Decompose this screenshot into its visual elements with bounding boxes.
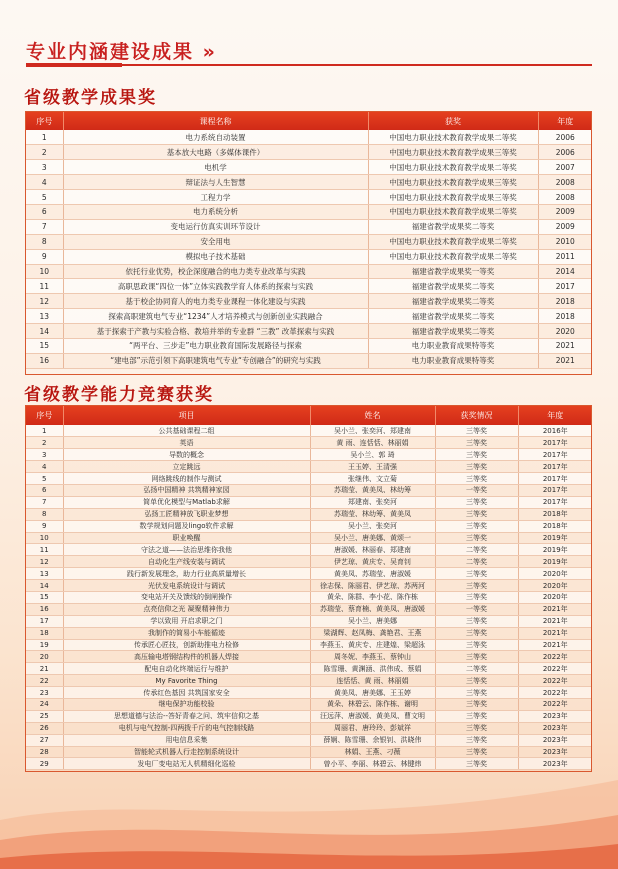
cell-result: 二等奖 [435,556,518,568]
cell-result: 三等奖 [435,675,518,687]
cell-year: 2017 [538,279,592,294]
cell-year: 2021年 [518,615,592,627]
cell-year: 2021 [538,353,592,368]
cell-index: 17 [26,615,63,627]
cell-index: 20 [26,651,63,663]
table-row [26,710,592,722]
cell-index: 11 [26,279,63,294]
cell-names: 唐淑媛、林丽春、郑建南 [310,544,435,556]
table-row [26,473,592,485]
cell-year: 2019年 [518,532,592,544]
col-header-award: 获奖 [368,112,538,130]
cell-index: 14 [26,324,63,339]
cell-result: 三等奖 [435,710,518,722]
table-row [26,508,592,520]
cell-year: 2020年 [518,591,592,603]
cell-index: 11 [26,544,63,556]
cell-year: 2020 [538,324,592,339]
page-title: 专业内涵建设成果 » [26,41,217,63]
cell-result: 三等奖 [435,615,518,627]
cell-award: 中国电力职业技术教育教学成果三等奖 [368,175,538,190]
cell-index: 5 [26,190,63,205]
col-header-year: 年度 [538,112,592,130]
table-row [26,190,592,205]
cell-names: 吴小兰、唐美娜 [310,615,435,627]
cell-year: 2023年 [518,710,592,722]
col-header-index: 序号 [26,112,63,130]
cell-names: 梁湖辉、赵凤梅、龚艳君、王燕 [310,627,435,639]
cell-year: 2007 [538,160,592,175]
cell-year: 2010 [538,234,592,249]
cell-index: 12 [26,556,63,568]
cell-year: 2021年 [518,627,592,639]
cell-result: 三等奖 [435,734,518,746]
cell-names: 陈雪珊、黄渊涵、洪伟成、蔡娟 [310,663,435,675]
cell-course: 基于探索于产教与实验合格、教培并举的专业群 “三教” 改革探索与实践 [63,324,368,339]
cell-course: 模拟电子技术基础 [63,249,368,264]
cell-names: 苏瑞莹、蔡育楠、黄美凤、唐淑媛 [310,603,435,615]
cell-result: 三等奖 [435,591,518,603]
cell-year: 2022年 [518,687,592,699]
cell-year: 2021年 [518,603,592,615]
cell-project: 我制作的简易小车能循迹 [63,627,310,639]
cell-names: 徐志保、陈丽君、伊艺琼、苏两河 [310,580,435,592]
cell-result: 三等奖 [435,520,518,532]
table-header-row [26,112,592,130]
table-row [26,687,592,699]
cell-year: 2017年 [518,496,592,508]
cell-names: 周丽君、唐玲玲、彭斌祥 [310,722,435,734]
cell-project: 学以致用 开启求职之门 [63,615,310,627]
cell-result: 三等奖 [435,568,518,580]
cell-index: 7 [26,219,63,234]
cell-names: 黄美凤、苏瑞莹、唐淑媛 [310,568,435,580]
cell-project: 传承红色基因 共筑国家安全 [63,687,310,699]
cell-result: 三等奖 [435,449,518,461]
cell-project: 高压输电塔钢结构件的机器人焊接 [63,651,310,663]
section-title-teaching-awards: 省级教学成果奖 [24,88,157,108]
table-row [26,175,592,190]
cell-result: 三等奖 [435,698,518,710]
table-row [26,544,592,556]
cell-year: 2020年 [518,580,592,592]
cell-index: 25 [26,710,63,722]
cell-year: 2017年 [518,449,592,461]
cell-names: 林娟、王燕、刁薇 [310,746,435,758]
table-row [26,338,592,353]
cell-year: 2017年 [518,473,592,485]
cell-index: 7 [26,496,63,508]
cell-course: 基于校企协同育人的电力类专业课程一体化建设与实践 [63,294,368,309]
cell-year: 2023年 [518,734,592,746]
cell-names: 吴小兰、张奕河、郑建南 [310,425,435,437]
cell-year: 2019年 [518,556,592,568]
cell-award: 中国电力职业技术教育教学成果三等奖 [368,190,538,205]
cell-index: 3 [26,449,63,461]
col-header-course: 课程名称 [63,112,368,130]
cell-project: 变电站开关及馈线的倒闸操作 [63,591,310,603]
cell-award: 中国电力职业技术教育教学成果二等奖 [368,249,538,264]
cell-index: 18 [26,627,63,639]
cell-course: 电力系统分析 [63,204,368,219]
table-row [26,264,592,279]
table-row [26,556,592,568]
cell-project: My Favorite Thing [63,675,310,687]
cell-year: 2023年 [518,722,592,734]
cell-result: 三等奖 [435,627,518,639]
table-row [26,425,592,437]
cell-names: 李燕玉、黄庆专、庄建煌、梁超泳 [310,639,435,651]
cell-year: 2016年 [518,425,592,437]
table-row [26,603,592,615]
cell-names: 伊艺琼、黄庆专、吴育钊 [310,556,435,568]
cell-award: 中国电力职业技术教育教学成果二等奖 [368,160,538,175]
table-row [26,130,592,145]
cell-year: 2008 [538,175,592,190]
cell-year: 2009 [538,219,592,234]
cell-names: 苏瑞莹、林幼筹、黄美凤 [310,508,435,520]
cell-course: “两平台、三步走”电力职业教育国际发展路径与探索 [63,338,368,353]
cell-index: 10 [26,264,63,279]
teaching-awards-table [26,112,592,369]
table-row [26,639,592,651]
cell-index: 13 [26,568,63,580]
table-row [26,294,592,309]
cell-year: 2018 [538,309,592,324]
cell-course: 基本放大电路（多媒体课件） [63,145,368,160]
cell-project: 导数的概念 [63,449,310,461]
cell-year: 2009 [538,204,592,219]
table-row [26,234,592,249]
cell-index: 21 [26,663,63,675]
cell-course: 电力系统自动装置 [63,130,368,145]
cell-index: 6 [26,204,63,219]
cell-year: 2018 [538,294,592,309]
cell-names: 黄 雨、连恬恬、林丽娟 [310,437,435,449]
cell-year: 2023年 [518,758,592,770]
cell-award: 福建省教学成果奖二等奖 [368,324,538,339]
cell-project: 电机与电气控制-四两拨千斤的电气控制线路 [63,722,310,734]
cell-year: 2017年 [518,461,592,473]
cell-result: 三等奖 [435,687,518,699]
cell-index: 27 [26,734,63,746]
table-row [26,309,592,324]
cell-year: 2020年 [518,568,592,580]
cell-index: 16 [26,603,63,615]
cell-year: 2023年 [518,746,592,758]
table-row [26,532,592,544]
table-row [26,353,592,368]
cell-index: 29 [26,758,63,770]
col-header-names: 姓名 [310,406,435,425]
cell-project: 守法之道——法治思维你我他 [63,544,310,556]
cell-result: 三等奖 [435,758,518,770]
cell-result: 三等奖 [435,722,518,734]
cell-project: 传承匠心匠技，创新助推电力检修 [63,639,310,651]
cell-year: 2014 [538,264,592,279]
table-row [26,568,592,580]
cell-year: 2022年 [518,675,592,687]
table-header-row [26,406,592,425]
cell-year: 2022年 [518,651,592,663]
table-row [26,449,592,461]
teaching-awards-body [26,130,592,368]
cell-course: 变电运行仿真实训环节设计 [63,219,368,234]
cell-names: 吴小兰、唐美娜、黄颂一 [310,532,435,544]
cell-award: 福建省教学成果奖二等奖 [368,219,538,234]
table-row [26,698,592,710]
cell-result: 二等奖 [435,663,518,675]
cell-project: 弘扬中国精神 共筑精神家园 [63,484,310,496]
cell-index: 12 [26,294,63,309]
table-row [26,675,592,687]
table-row [26,219,592,234]
cell-year: 2022年 [518,698,592,710]
cell-index: 23 [26,687,63,699]
cell-project: 用电信息采集 [63,734,310,746]
table-row [26,496,592,508]
table-row [26,651,592,663]
table-row [26,461,592,473]
cell-index: 1 [26,130,63,145]
cell-course: 电机学 [63,160,368,175]
cell-index: 22 [26,675,63,687]
cell-index: 15 [26,338,63,353]
cell-index: 28 [26,746,63,758]
cell-year: 2006 [538,130,592,145]
cell-index: 2 [26,145,63,160]
table-row [26,580,592,592]
cell-index: 3 [26,160,63,175]
cell-index: 16 [26,353,63,368]
section-title-competition-awards: 省级教学能力竞赛获奖 [24,385,214,405]
table-row [26,249,592,264]
cell-year: 2019年 [518,544,592,556]
cell-names: 吴小兰、张奕河 [310,520,435,532]
cell-result: 三等奖 [435,425,518,437]
cell-result: 二等奖 [435,544,518,556]
table-row [26,437,592,449]
table-row [26,160,592,175]
cell-index: 13 [26,309,63,324]
cell-project: 网络跳线的制作与测试 [63,473,310,485]
table-row [26,279,592,294]
cell-names: 曾小平、李丽、林碧云、林键炜 [310,758,435,770]
col-header-year: 年度 [518,406,592,425]
cell-index: 9 [26,249,63,264]
cell-index: 14 [26,580,63,592]
cell-award: 福建省教学成果奖二等奖 [368,279,538,294]
cell-award: 电力职业教育成果特等奖 [368,338,538,353]
cell-award: 中国电力职业技术教育教学成果二等奖 [368,204,538,219]
cell-index: 5 [26,473,63,485]
cell-project: 发电厂变电站无人机精细化巡检 [63,758,310,770]
cell-names: 黄朵、陈群、李小花、陈作栋 [310,591,435,603]
cell-names: 张继伟、文立菊 [310,473,435,485]
competition-awards-table [26,406,592,770]
cell-names: 王玉婷、王清强 [310,461,435,473]
cell-names: 苏瑞莹、黄美凤、林幼筹 [310,484,435,496]
cell-names: 郑建南、张奕河 [310,496,435,508]
decorative-wave-footer [0,760,618,869]
cell-year: 2017年 [518,484,592,496]
cell-award: 福建省教学成果奖二等奖 [368,294,538,309]
cell-year: 2008 [538,190,592,205]
table-row [26,591,592,603]
title-divider-accent [26,63,122,67]
cell-index: 19 [26,639,63,651]
table-row [26,746,592,758]
cell-index: 24 [26,698,63,710]
table-row [26,204,592,219]
cell-index: 15 [26,591,63,603]
cell-index: 10 [26,532,63,544]
cell-names: 连恬恬、黄 雨、林丽娟 [310,675,435,687]
cell-names: 吴小兰、郭 琦 [310,449,435,461]
table-row [26,734,592,746]
cell-project: 立定跳远 [63,461,310,473]
cell-project: 点亮信仰之光 凝聚精神伟力 [63,603,310,615]
cell-award: 电力职业教育成果特等奖 [368,353,538,368]
cell-names: 汪远萍、唐淑媛、黄美凤、曹文明 [310,710,435,722]
cell-result: 三等奖 [435,461,518,473]
table-row [26,520,592,532]
cell-project: 弘扬工匠精神放飞职业梦想 [63,508,310,520]
cell-index: 8 [26,508,63,520]
col-header-index: 序号 [26,406,63,425]
competition-awards-body [26,425,592,770]
cell-project: 继电保护功能校验 [63,698,310,710]
cell-result: 三等奖 [435,580,518,592]
cell-names: 黄美凤、唐美娜、王玉婷 [310,687,435,699]
cell-project: 配电自动化终端运行与维护 [63,663,310,675]
cell-course: 安全用电 [63,234,368,249]
table-row [26,663,592,675]
cell-award: 福建省教学成果奖二等奖 [368,309,538,324]
cell-index: 9 [26,520,63,532]
table-row [26,145,592,160]
cell-project: 英语 [63,437,310,449]
cell-year: 2018年 [518,520,592,532]
cell-index: 8 [26,234,63,249]
cell-award: 中国电力职业技术教育教学成果二等奖 [368,234,538,249]
cell-result: 三等奖 [435,508,518,520]
cell-project: 光伏发电系统设计与调试 [63,580,310,592]
col-header-result: 获奖情况 [435,406,518,425]
cell-award: 福建省教学成果奖一等奖 [368,264,538,279]
cell-names: 周冬妮、李燕玉、蔡钟山 [310,651,435,663]
cell-project: 自动化生产线安装与调试 [63,556,310,568]
cell-result: 三等奖 [435,746,518,758]
cell-year: 2021年 [518,639,592,651]
cell-year: 2006 [538,145,592,160]
cell-project: 数学规划问题及lingo软件求解 [63,520,310,532]
cell-result: 三等奖 [435,639,518,651]
cell-project: 践行新发展理念，助力行业高质量增长 [63,568,310,580]
cell-result: 三等奖 [435,496,518,508]
cell-project: 公共基础课程二组 [63,425,310,437]
cell-index: 2 [26,437,63,449]
cell-names: 薛娴、陈雪珊、余银钊、洪晓伟 [310,734,435,746]
cell-names: 黄朵、林碧云、陈作栋、谢明 [310,698,435,710]
cell-course: 依托行业优势，校企深度融合的电力类专业改革与实践 [63,264,368,279]
cell-project: 简单优化模型与Matlab求解 [63,496,310,508]
cell-project: 智能轮式机器人行走控制系统设计 [63,746,310,758]
cell-course: 辩证法与人生智慧 [63,175,368,190]
table-row [26,722,592,734]
cell-year: 2017年 [518,437,592,449]
col-header-project: 项目 [63,406,310,425]
cell-course: 高职思政课“四位一体”立体实践教学育人体系的探索与实践 [63,279,368,294]
table-row [26,627,592,639]
cell-result: 一等奖 [435,484,518,496]
cell-result: 一等奖 [435,603,518,615]
cell-index: 6 [26,484,63,496]
cell-project: 职业唤醒 [63,532,310,544]
cell-index: 4 [26,175,63,190]
cell-project: 思想道德与法治--答好青春之问、筑牢信仰之基 [63,710,310,722]
cell-index: 1 [26,425,63,437]
cell-award: 中国电力职业技术教育教学成果二等奖 [368,130,538,145]
cell-year: 2021 [538,338,592,353]
table-row [26,484,592,496]
cell-course: 探索高职建筑电气专业“1234”人才培养模式与创新创业实践融合 [63,309,368,324]
cell-result: 三等奖 [435,437,518,449]
cell-course: “建电部”示范引领下高职建筑电气专业“专创融合”的研究与实践 [63,353,368,368]
cell-result: 三等奖 [435,532,518,544]
cell-result: 三等奖 [435,651,518,663]
cell-course: 工程力学 [63,190,368,205]
cell-year: 2018年 [518,508,592,520]
cell-award: 中国电力职业技术教育教学成果三等奖 [368,145,538,160]
cell-year: 2022年 [518,663,592,675]
table-row [26,615,592,627]
cell-index: 4 [26,461,63,473]
cell-year: 2011 [538,249,592,264]
cell-result: 三等奖 [435,473,518,485]
cell-index: 26 [26,722,63,734]
table-row [26,324,592,339]
